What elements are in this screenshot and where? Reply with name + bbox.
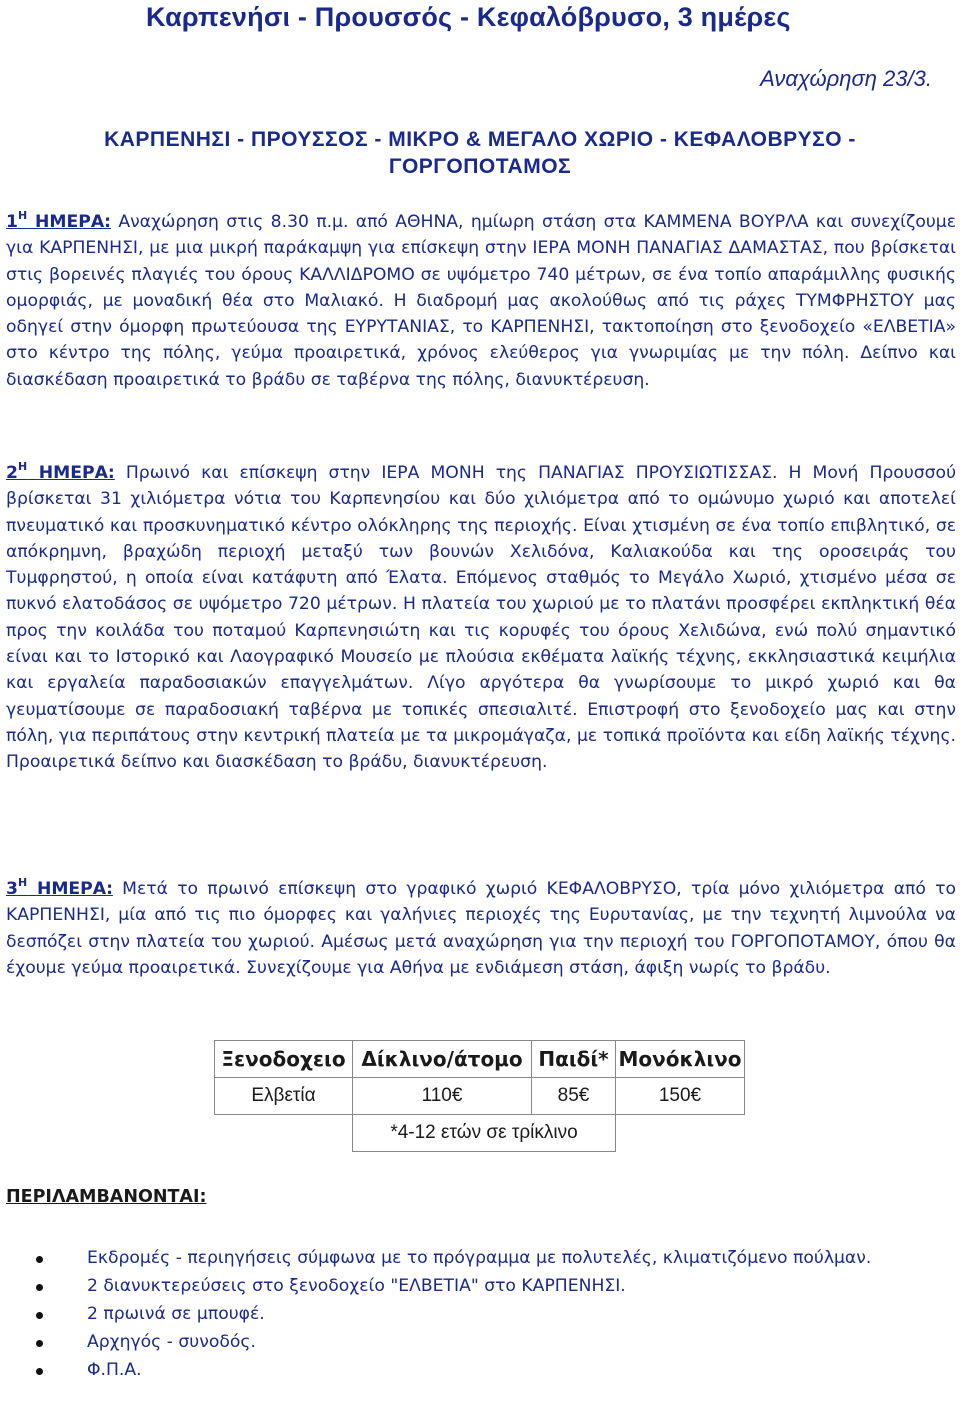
page-title: Καρπενήσι - Προυσσός - Κεφαλόβρυσο, 3 ημέρες [146, 2, 791, 32]
day-2-text: Πρωινό και επίσκεψη στην ΙΕΡΑ ΜΟΝΗ της ΠΑΝΑΓΙΑΣ ΠΡΟΥΣΙΩΤΙΣΣΑΣ. Η Μονή Προυσσού βρίσκεται 31 χιλιόμετρα νότια του Καρπενησίου και δύο χιλιόμετρα από το ομώνυμο χωριό και αποτελεί πνευματικό και προσκυνηματικό κέντρο ολόκληρης της περιοχής. Είναι χτισμένη σε ένα τοπίο επιβλητικό, σε απόκρημνη, βραχώδη περιοχή μεταξύ των βουνών Χελιδόνα, Καλιακούδα και της οροσειράς του Τυμφρηστού, η οποία είναι κατάφυτη από Έλατα. Επόμενος σταθμός το Μεγάλο Χωριό, χτισμένο μέσα σε πυκνό ελατοδάσος σε υψόμετρο 720 μέτρων. Η πλατεία του χωριού με το πλατάνι προσφέρει εκπληκτική θέα προς την κοιλάδα του ποταμού Καρπενησιώτη και τις κορυφές του όρους Χελιδώνα, ενώ πολύ σημαντικό είναι και το Ιστορικό και Λαογραφικό Μουσείο με πλούσια εκθέματα λαϊκής τέχνης, εκκλησιαστικά κειμήλια και εργαλεία παραδοσιακών επαγγελμάτων. Λίγο αργότερα θα γνωρίσουμε το μικρό χωριό και θα γευματίσουμε σε παραδοσιακή ταβέρνα με τοπικές σπεσιαλιτέ. Επιστροφή στο ξενοδοχείο μας και στην πόλη, για περιπάτους στην κεντρική πλατεία με τα μικρομάγαζα, με τοπικά προϊόντα και είδη λαϊκής τέχνης. Προαιρετικά δείπνο και διασκέδαση το βράδυ, διανυκτέρευση. [6, 463, 957, 773]
table-note-row [215, 1115, 745, 1152]
list-item: Εκδρομές - περιηγήσεις σύμφωνα με το πρόγραμμα με πολυτελές, κλιματιζόμενο πούλμαν. [0, 1245, 960, 1272]
departure-date: Αναχώρηση 23/3. [760, 66, 932, 91]
bullet-icon [36, 1312, 43, 1319]
bullet-icon [36, 1340, 43, 1347]
cell-single-price: 150€ [616, 1078, 745, 1115]
bullet-icon [36, 1368, 43, 1375]
day-2-label: $2^H$ ΗΜΕΡΑ: [6, 460, 115, 483]
list-item: 2 πρωινά σε μπουφέ. [0, 1301, 960, 1328]
header-child: Παιδί* [532, 1041, 616, 1078]
includes-list [0, 1245, 960, 1385]
price-table-header [215, 1041, 745, 1078]
cell-child-price: 85€ [532, 1078, 616, 1115]
day-3-label: $3^H$ ΗΜΕΡΑ: [6, 876, 113, 899]
header-single: Μονόκλινο [616, 1041, 745, 1078]
day-1-paragraph [6, 209, 956, 393]
day-1-text: Αναχώρηση στις 8.30 π.μ. από ΑΘΗΝΑ, ημίωρη στάση στα ΚΑΜΜΕΝΑ ΒΟΥΡΛΑ και συνεχίζουμε για ΚΑΡΠΕΝΗΣΙ, με μια μικρή παράκαμψη για επίσκεψη στην ΙΕΡΑ ΜΟΝΗ ΠΑΝΑΓΙΑΣ ΔΑΜΑΣΤΑΣ, που βρίσκεται στις βορεινές πλαγιές του όρους ΚΑΛΛΙΔΡΟΜΟ σε υψόμετρο 740 μέτρων, σε ένα τοπίο απαράμιλλης φυσικής ομορφιάς, με μοναδική θέα στο Μαλιακό. Η διαδρομή μας ακολούθως από τις ράχες ΤΥΜΦΡΗΣΤΟΥ μας οδηγεί στην όμορφη πρωτεύουσα της ΕΥΡΥΤΑΝΙΑΣ, το ΚΑΡΠΕΝΗΣΙ, τακτοποίηση στο ξενοδοχείο «ΕΛΒΕΤΙΑ» στο κέντρο της πόλης, γεύμα προαιρετικά, χρόνος ελεύθερος για γνωριμίας με την πόλη. Δείπνο και διασκέδαση προαιρετικά το βράδυ σε ταβέρνα της πόλης, διανυκτέρευση. [6, 212, 957, 390]
includes-heading: ΠΕΡΙΛΑΜΒΑΝΟΝΤΑΙ: [6, 1187, 207, 1207]
child-age-note: *4-12 ετών σε τρίκλινο [353, 1115, 616, 1152]
route-heading [0, 126, 960, 180]
list-item: Φ.Π.Α. [0, 1357, 960, 1384]
note-empty-right [616, 1115, 745, 1152]
list-item: Αρχηγός - συνοδός. [0, 1329, 960, 1356]
header-double: Δίκλινο/άτομο [353, 1041, 532, 1078]
bullet-icon [36, 1256, 43, 1263]
list-item: 2 διανυκτερεύσεις στο ξενοδοχείο "ΕΛΒΕΤΙΑ" στο ΚΑΡΠΕΝΗΣΙ. [0, 1273, 960, 1300]
price-table [214, 1040, 745, 1152]
cell-double-price: 110€ [353, 1078, 532, 1115]
day-3-text: Μετά το πρωινό επίσκεψη στο γραφικό χωριό ΚΕΦΑΛΟΒΡΥΣΟ, τρία μόνο χιλιόμετρα από το ΚΑΡΠΕΝΗΣΙ, μία από τις πιο όμορφες και γαλήνιες περιοχές της Ευρυτανίας, με την τεχνητή λιμνούλα να δεσπόζει στην πλατεία του χωριού. Αμέσως μετά αναχώρηση για την περιοχή του ΓΟΡΓΟΠΟΤΑΜΟΥ, όπου θα έχουμε γεύμα προαιρετικά. Συνεχίζουμε για Αθήνα με ενδιάμεση στάση, άφιξη νωρίς το βράδυ. [6, 879, 956, 978]
route-line-1: ΚΑΡΠΕΝΗΣΙ - ΠΡΟΥΣΣΟΣ - ΜΙΚΡΟ & ΜΕΓΑΛΟ ΧΩΡΙΟ - ΚΕΦΑΛΟΒΡΥΣΟ - [104, 128, 856, 151]
day-1-label: $1^H$ ΗΜΕΡΑ: [6, 209, 112, 232]
note-empty-left [215, 1115, 353, 1152]
day-2-paragraph [6, 460, 956, 776]
day-3-paragraph [6, 876, 956, 981]
table-row [215, 1078, 745, 1115]
route-line-2: ΓΟΡΓΟΠΟΤΑΜΟΣ [388, 155, 572, 178]
header-hotel: Ξενοδοχειο [215, 1041, 353, 1078]
bullet-icon [36, 1284, 43, 1291]
cell-hotel-name: Ελβετία [215, 1078, 353, 1115]
